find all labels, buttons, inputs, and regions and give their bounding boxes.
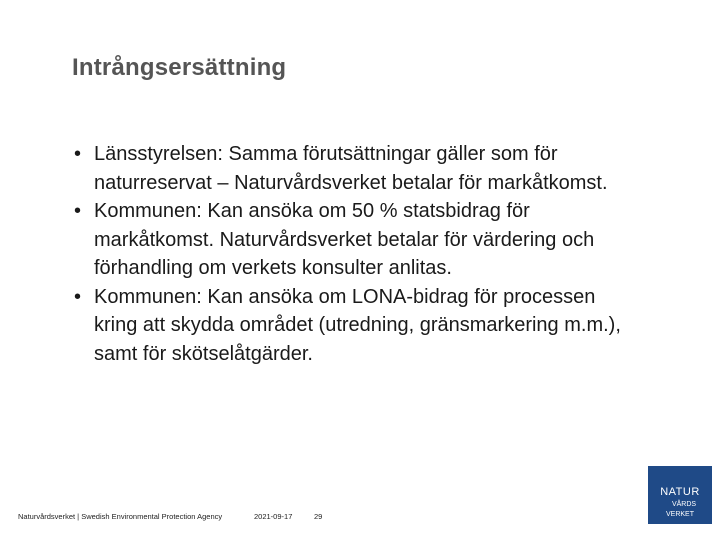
bullet-icon: • — [74, 200, 82, 222]
logo-line-1: NATUR — [660, 486, 700, 498]
naturvardsverket-logo — [648, 466, 712, 524]
bullet-icon: • — [74, 143, 82, 165]
footer-date: 2021-09-17 — [254, 512, 293, 521]
list-item — [70, 283, 630, 369]
bullet-icon: • — [74, 285, 82, 308]
bullet-list — [70, 140, 630, 368]
footer-organization: Naturvårdsverket | Swedish Environmental Protection Agency — [18, 512, 223, 521]
footer — [18, 512, 323, 521]
logo-line-3: VERKET — [665, 511, 695, 518]
logo-line-2: VÅRDS — [671, 501, 697, 508]
bullet-text: Kommunen: Kan ansöka om 50 % statsbidrag för markåtkomst. Naturvårdsverket betalar för värdering och förhandling om verkets konsulter anlitas. — [94, 200, 595, 279]
bullet-text: Länsstyrelsen: Samma förutsättningar gäller som för naturreservat – Naturvårdsverket betalar för markåtkomst. — [94, 143, 608, 194]
list-item — [70, 197, 630, 283]
bullet-text: Kommunen: Kan ansöka om LONA-bidrag för processen kring att skydda området (utredning, gränsmarkering m.m.), samt för skötselåtgärder. — [94, 285, 621, 365]
list-item — [70, 140, 630, 197]
slide-title: Intrångsersättning — [72, 54, 287, 81]
page-number: 29 — [314, 512, 323, 521]
logo-icon — [648, 466, 712, 524]
